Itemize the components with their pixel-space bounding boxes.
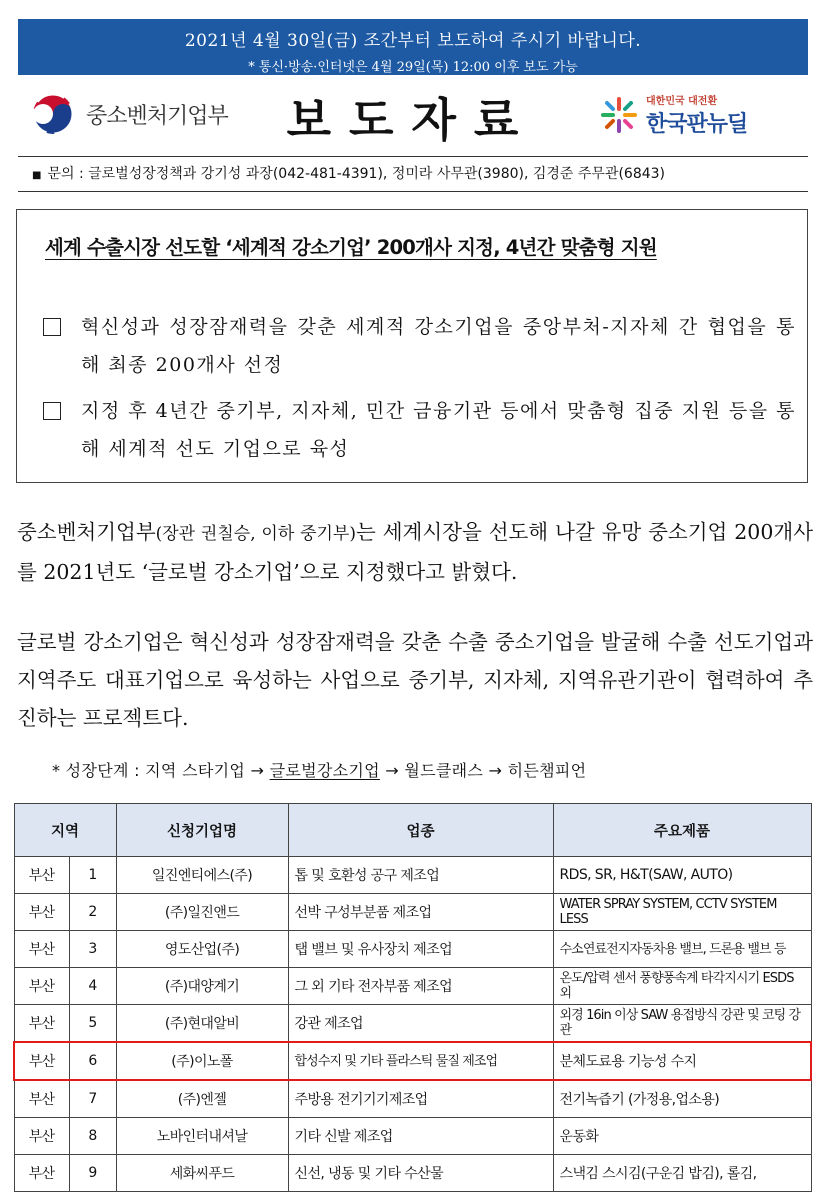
paragraph-text: 는 세계시장을 선도해 나갈 유망 중소기업 200개사를 2021년도 ‘글로벌 강소기업’으로 지정했다고 밝혔다. — [17, 520, 814, 584]
korean-new-deal-logo — [600, 90, 800, 140]
cell-product: 온도/압력 센서 풍향풍속계 타각지시기 ESDS 외 — [553, 968, 811, 1005]
table-row — [14, 1080, 811, 1118]
cell-region: 부산 — [14, 1155, 69, 1192]
cell-industry: 강관 제조업 — [288, 1005, 553, 1043]
cell-product: 외경 16in 이상 SAW 용접방식 강관 및 코팅 강관 — [553, 1005, 811, 1043]
cell-number: 6 — [69, 1042, 116, 1080]
cell-region: 부산 — [14, 1118, 69, 1155]
new-deal-tagline: 대한민국 대전환 — [646, 96, 718, 107]
contact-text: 문의 : 글로벌성장정책과 강기성 과장(042-481-4391), 정미라 사무관(3980), 김경준 주무관(6843) — [47, 166, 666, 182]
cell-number: 8 — [69, 1118, 116, 1155]
cell-region: 부산 — [14, 1005, 69, 1043]
parenthetical: (장관 권칠승, 이하 중기부) — [155, 524, 356, 544]
page-title: 보도자료 — [286, 93, 537, 147]
cell-region: 부산 — [14, 857, 69, 894]
headline: 세계 수출시장 선도할 ‘세계적 강소기업’ 200개사 지정, 4년간 맞춤형 지원 — [45, 236, 657, 259]
summary-point — [43, 308, 796, 384]
note-underlined: 글로벌강소기업 — [269, 761, 380, 780]
table-row — [14, 931, 811, 968]
cell-industry: 신선, 냉동 및 기타 수산물 — [288, 1155, 553, 1192]
cell-product: 분체도료용 기능성 수지 — [553, 1042, 811, 1080]
new-deal-name: 한국판뉴딜 — [646, 112, 748, 137]
cell-region: 부산 — [14, 1042, 69, 1080]
summary-box — [16, 209, 808, 483]
table-header-row — [14, 804, 811, 857]
body-paragraph-2: 글로벌 강소기업은 혁신성과 성장잠재력을 갖춘 수출 중소기업을 발굴해 수출 선도기업과 지역주도 대표기업으로 육성하는 사업으로 중기부, 지자체, 지역유관기관이 협력하여 추진하는 프로젝트다. — [17, 630, 813, 730]
cell-product: RDS, SR, H&T(SAW, AUTO) — [553, 857, 811, 894]
contact-info — [18, 156, 808, 192]
cell-company: 영도산업(주) — [116, 931, 288, 968]
table-row — [14, 857, 811, 894]
cell-region: 부산 — [14, 894, 69, 931]
cell-industry: 톱 및 호환성 공구 제조업 — [288, 857, 553, 894]
cell-product: 수소연료전지자동차용 밸브, 드론용 밸브 등 — [553, 931, 811, 968]
note-suffix: → 월드클래스 → 히든챔피언 — [379, 761, 587, 780]
cell-company: 일진엔티에스(주) — [116, 857, 288, 894]
note-prefix: * 성장단계 : 지역 스타기업 → — [52, 761, 270, 780]
table-row — [14, 1155, 811, 1192]
new-deal-mark-icon — [600, 96, 638, 134]
summary-point-text: 지정 후 4년간 중기부, 지자체, 민간 금융기관 등에서 맞춤형 집중 지원 등을 통해 세계적 선도 기업으로 육성 — [81, 400, 796, 460]
cell-company: 세화씨푸드 — [116, 1155, 288, 1192]
cell-product: 스낵김 스시김(구운김 밥김), 롤김, — [553, 1155, 811, 1192]
header-region: 지역 — [14, 804, 116, 857]
embargo-banner — [18, 19, 808, 75]
header-industry: 업종 — [288, 804, 553, 857]
cell-company: (주)현대알비 — [116, 1005, 288, 1043]
company-table — [13, 803, 812, 1192]
summary-point-text: 혁신성과 성장잠재력을 갖춘 세계적 강소기업을 중앙부처-지자체 간 협업을 통해 최종 200개사 선정 — [81, 316, 796, 376]
cell-industry: 기타 신발 제조업 — [288, 1118, 553, 1155]
checkbox-square-icon — [43, 318, 61, 336]
table-row — [14, 968, 811, 1005]
body-paragraph-1 — [17, 513, 813, 591]
cell-region: 부산 — [14, 931, 69, 968]
embargo-line-2: * 통신·방송·인터넷은 4월 29일(목) 12:00 이후 보도 가능 — [248, 60, 578, 75]
cell-company: (주)대양계기 — [116, 968, 288, 1005]
cell-industry: 선박 구성부분품 제조업 — [288, 894, 553, 931]
cell-number: 3 — [69, 931, 116, 968]
table-row — [14, 1118, 811, 1155]
embargo-line-1: 2021년 4월 30일(금) 조간부터 보도하여 주시기 바랍니다. — [184, 31, 642, 51]
cell-number: 4 — [69, 968, 116, 1005]
ministry-mention: 중소벤처기업부 — [17, 520, 156, 544]
summary-point — [43, 392, 796, 468]
table-row-highlighted — [14, 1042, 811, 1080]
cell-company: 노바인터내셔날 — [116, 1118, 288, 1155]
cell-region: 부산 — [14, 968, 69, 1005]
cell-industry: 주방용 전기기기제조업 — [288, 1080, 553, 1118]
cell-company: (주)일진앤드 — [116, 894, 288, 931]
checkbox-square-icon — [43, 402, 61, 420]
cell-industry: 탭 밸브 및 유사장치 제조업 — [288, 931, 553, 968]
header-company: 신청기업명 — [116, 804, 288, 857]
table-row — [14, 894, 811, 931]
cell-number: 2 — [69, 894, 116, 931]
cell-product: 운동화 — [553, 1118, 811, 1155]
cell-company: (주)이노폴 — [116, 1042, 288, 1080]
ministry-name: 중소벤처기업부 — [86, 103, 228, 129]
cell-region: 부산 — [14, 1080, 69, 1118]
cell-number: 7 — [69, 1080, 116, 1118]
bullet-icon: ■ — [32, 170, 42, 181]
cell-number: 1 — [69, 857, 116, 894]
table-row — [14, 1005, 811, 1043]
cell-number: 5 — [69, 1005, 116, 1043]
cell-product: 전기녹즙기 (가정용,업소용) — [553, 1080, 811, 1118]
cell-product: WATER SPRAY SYSTEM, CCTV SYSTEM LESS — [553, 894, 811, 931]
cell-company: (주)엔젤 — [116, 1080, 288, 1118]
cell-industry: 그 외 기타 전자부품 제조업 — [288, 968, 553, 1005]
cell-industry: 합성수지 및 기타 플라스틱 물질 제조업 — [288, 1042, 553, 1080]
cell-number: 9 — [69, 1155, 116, 1192]
growth-stage-note — [52, 758, 586, 781]
header-product: 주요제품 — [553, 804, 811, 857]
